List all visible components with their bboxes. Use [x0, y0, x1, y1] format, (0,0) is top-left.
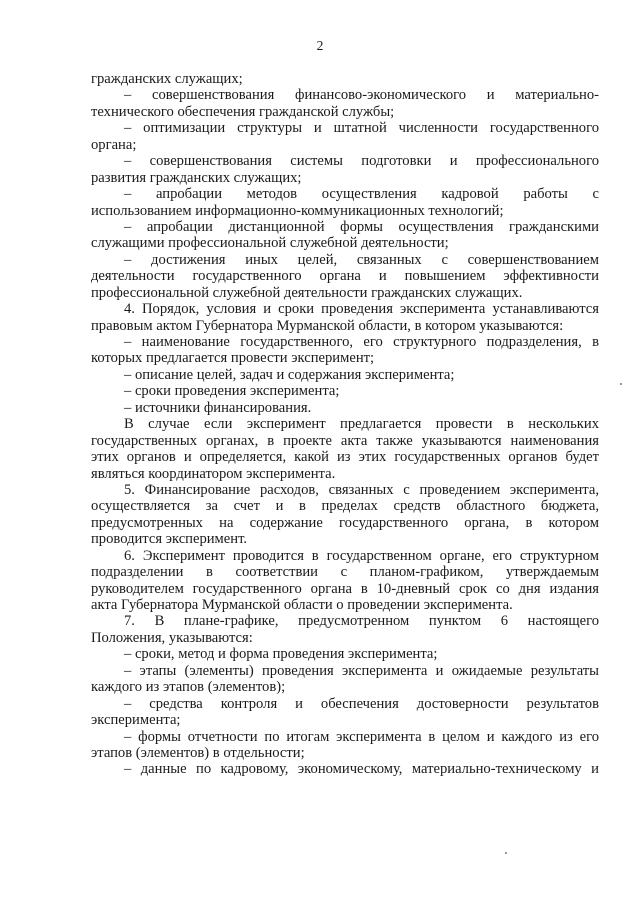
text-line: этих органов и определяется, какой из этих государственных органов будет [91, 449, 599, 466]
text-line: которых предлагается провести эксперимент; [91, 350, 375, 367]
text-line: профессиональной служебной деятельности гражданских служащих. [91, 284, 523, 301]
scan-speck [505, 852, 507, 854]
text-line: служащими профессиональной служебной деятельности; [91, 235, 449, 252]
text-line: предусмотренных на содержание государственного органа, в котором [91, 514, 599, 531]
text-line: этапов (элементов) в отдельности; [91, 744, 305, 761]
text-line: развития гражданских служащих; [91, 169, 302, 186]
list-item: – описание целей, задач и содержания эксперимента; [124, 366, 455, 383]
list-item: – достижения иных целей, связанных с совершенствованием [124, 251, 599, 268]
paragraph-start: 6. Эксперимент проводится в государственном органе, его структурном [124, 547, 599, 564]
text-line: руководителем государственного органа в 10-дневный срок со дня издания [91, 580, 599, 597]
list-item: – средства контроля и обеспечения достоверности результатов [124, 695, 599, 712]
document-body [91, 71, 599, 778]
text-line: использованием информационно-коммуникационных технологий; [91, 202, 504, 219]
text-line: осуществляется за счет и в пределах средств областного бюджета, [91, 498, 599, 515]
list-item: – наименование государственного, его структурного подразделения, в [124, 334, 599, 350]
list-item: – сроки проведения эксперимента; [124, 383, 340, 400]
paragraph-start: 5. Финансирование расходов, связанных с проведением эксперимента, [124, 481, 599, 498]
text-line: органа; [91, 136, 137, 153]
page-number: 2 [316, 38, 324, 53]
list-item: – источники финансирования. [124, 399, 312, 416]
text-line: каждого из этапов (элементов); [91, 679, 286, 696]
paragraph-start: 7. В плане-графике, предусмотренном пунктом 6 настоящего [124, 613, 599, 630]
list-item: – совершенствования системы подготовки и профессионального [124, 153, 599, 170]
text-line: акта Губернатора Мурманской области о проведении эксперимента. [91, 597, 513, 613]
text-line: технического обеспечения гражданской службы; [91, 103, 395, 120]
scan-speck [620, 383, 622, 385]
text-line: эксперимента; [91, 712, 181, 729]
list-item: – оптимизации структуры и штатной численности государственного [124, 120, 599, 137]
text-line: гражданских служащих; [91, 71, 243, 87]
list-item: – апробации дистанционной формы осуществления гражданскими [124, 218, 599, 235]
text-line: подразделении в соответствии с планом-графиком, утверждаемым [91, 564, 599, 581]
list-item: – апробации методов осуществления кадровой работы с [124, 186, 599, 203]
text-line: Положения, указываются: [91, 629, 253, 646]
text-line: являться координатором эксперимента. [91, 465, 336, 482]
list-item: – этапы (элементы) проведения эксперимента и ожидаемые результаты [124, 662, 599, 679]
list-item: – сроки, метод и форма проведения эксперимента; [124, 646, 438, 663]
list-item: – данные по кадровому, экономическому, материально-техническому и [124, 761, 599, 778]
list-item: – совершенствования финансово-экономического и материально- [124, 87, 599, 104]
paragraph-start: 4. Порядок, условия и сроки проведения эксперимента устанавливаются [124, 301, 599, 318]
paragraph-start: В случае если эксперимент предлагается провести в нескольких [124, 416, 599, 433]
list-item: – формы отчетности по итогам эксперимента в целом и каждого из его [124, 728, 599, 745]
text-line: правовым актом Губернатора Мурманской области, в котором указываются: [91, 317, 564, 334]
text-line: деятельности государственного органа и повышением эффективности [91, 268, 599, 285]
text-line: государственных органах, в проекте акта также указываются наименования [91, 432, 599, 449]
text-line: проводится эксперимент. [91, 531, 248, 548]
